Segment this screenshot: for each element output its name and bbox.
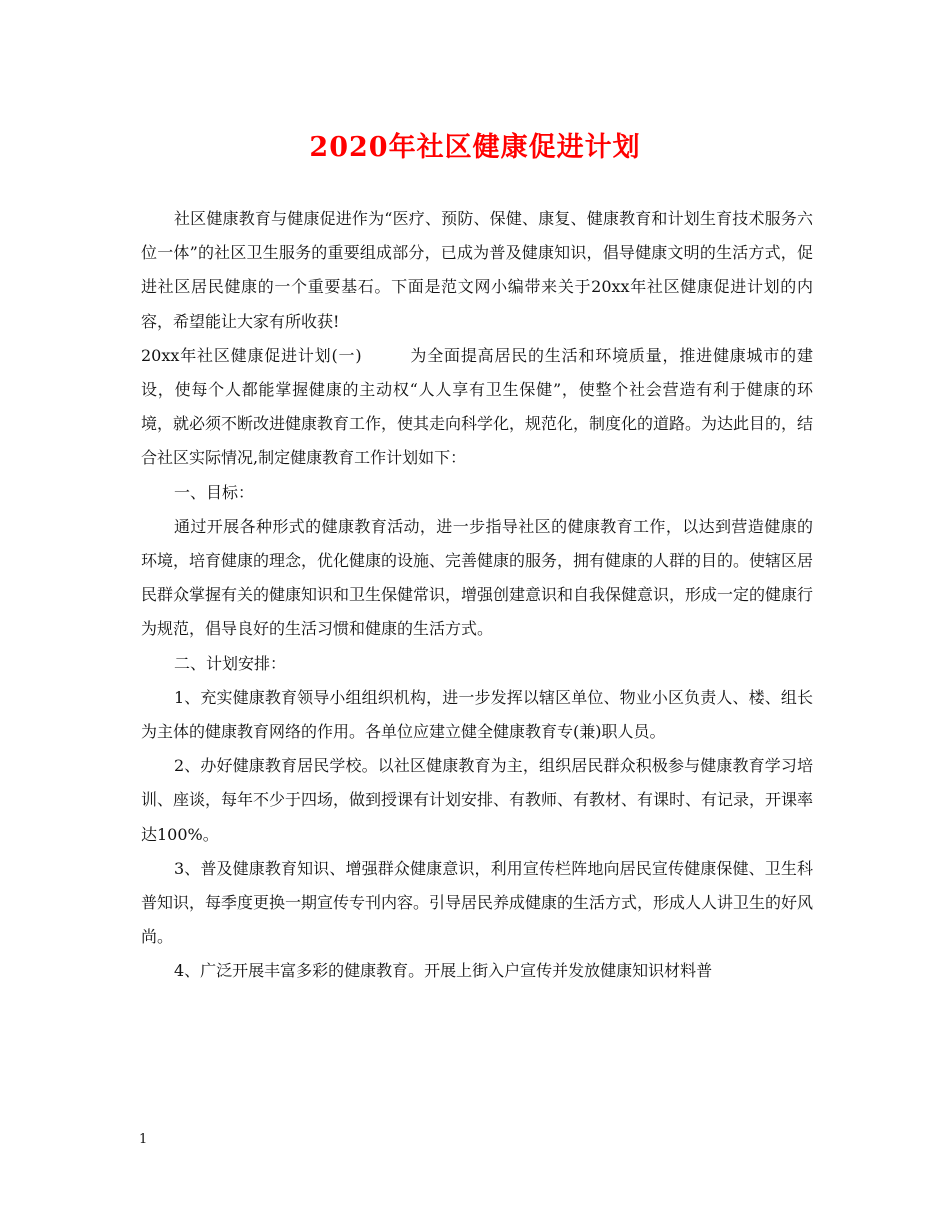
document-body <box>141 202 813 989</box>
plan-item-2: 2、办好健康教育居民学校。以社区健康教育为主，组织居民群众积极参与健康教育学习培训、座谈，每年不少于四场，做到授课有计划安排、有教师、有教材、有课时、有记录，开课率达100%。 <box>141 756 814 844</box>
section-heading-goals: 一、目标： <box>174 482 255 502</box>
plan-one-text: 为全面提高居民的生活和环境质量，推进健康城市的建设，使每个人都能掌握健康的主动权“人人享有卫生保健”，使整个社会营造有利于健康的环境，就必须不断改进健康教育工作，使其走向科学化，规范化，制度化的道路。为达此目的，结合社区实际情况,制定健康教育工作计划如下： <box>141 345 814 468</box>
plan-one-paragraph <box>141 339 813 476</box>
document-title: 2020年社区健康促进计划 <box>309 132 641 163</box>
goals-paragraph: 通过开展各种形式的健康教育活动，进一步指导社区的健康教育工作，以达到营造健康的环境，培育健康的理念，优化健康的设施、完善健康的服务，拥有健康的人群的目的。使辖区居民群众掌握有关的健康知识和卫生保健常识，增强创建意识和自我保健意识，形成一定的健康行为规范，倡导良好的生活习惯和健康的生活方式。 <box>141 516 814 639</box>
plan-one-heading: 20xx年社区健康促进计划(一) <box>141 345 362 365</box>
page-number: 1 <box>139 1132 148 1147</box>
plan-item-4: 4、广泛开展丰富多彩的健康教育。开展上街入户宣传并发放健康知识材料普 <box>174 961 713 981</box>
plan-item-3: 3、普及健康教育知识、增强群众健康意识，利用宣传栏阵地向居民宣传健康保健、卫生科普知识，每季度更换一期宣传专刊内容。引导居民养成健康的生活方式，形成人人讲卫生的好风尚。 <box>141 858 814 947</box>
section-heading-plan: 二、计划安排： <box>174 653 287 673</box>
intro-paragraph: 社区健康教育与健康促进作为“医疗、预防、保健、康复、健康教育和计划生育技术服务六位一体”的社区卫生服务的重要组成部分，已成为普及健康知识，倡导健康文明的生活方式，促进社区居民健康的一个重要基石。下面是范文网小编带来关于20xx年社区健康促进计划的内容，希望能让大家有所收获! <box>141 209 813 331</box>
plan-item-1: 1、充实健康教育领导小组组织机构，进一步发挥以辖区单位、物业小区负责人、楼、组长为主体的健康教育网络的作用。各单位应建立健全健康教育专(兼)职人员。 <box>141 687 813 742</box>
